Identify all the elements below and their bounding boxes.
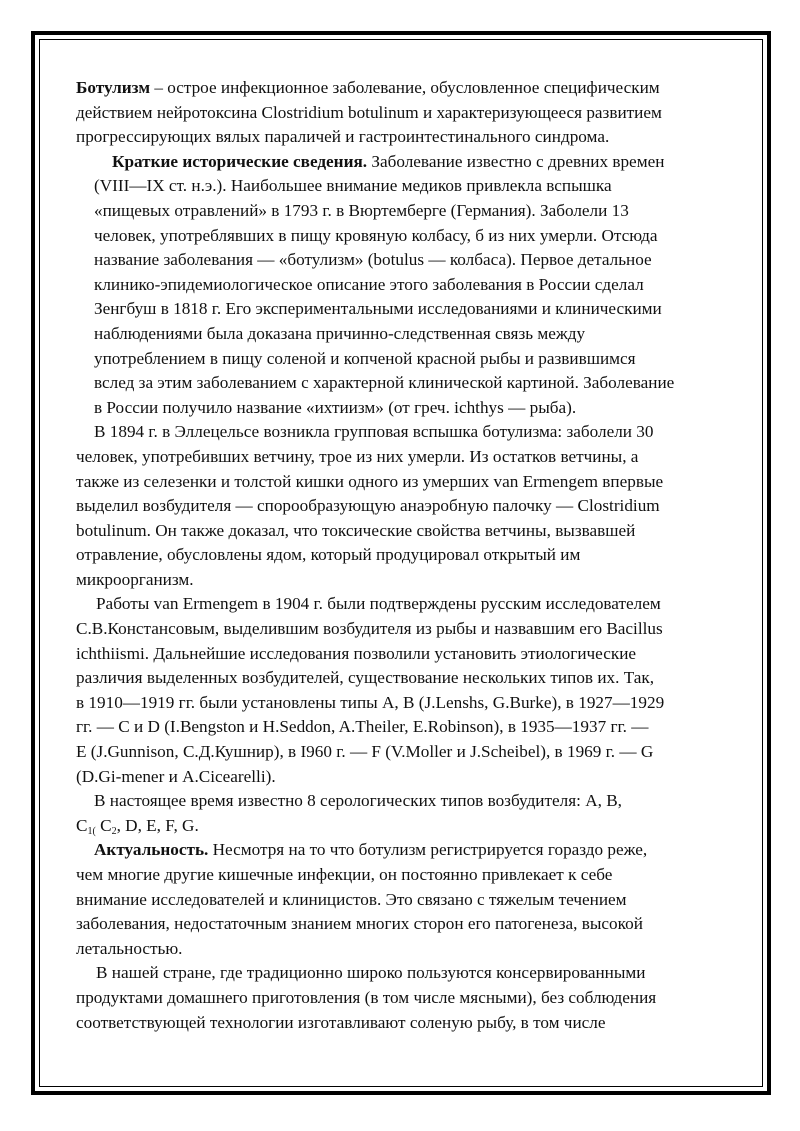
document-body [76,76,736,1035]
paragraph-definition: Ботулизм – острое инфекционное заболевание, обусловленное специфическим действием нейротоксина Clostridium botulinum и характеризующееся развитием прогрессирующих вялых параличей и гастроинтестинального синдрома. [76,78,662,147]
term-botulism: Ботулизм [76,78,151,97]
paragraph-our-country: В нашей стране, где традиционно широко пользуются консервированными продуктами домашнего приготовления (в том числе мясными), без соблюдения соответствующей технологии изготавливают соленую рыбу, в том числе [76,963,657,1032]
paragraph-research-types: Работы van Ermengem в 1904 г. были подтверждены русским исследователем С.В.Констансовым, выделившим возбудителя из рыбы и назвавшим его Bacillus ichthiismi. Дальнейшие исследования позволили установить этиологические различия выделенных возбудителей, существование нескольких типов их. Так, в 1910—1919 гг. были установлены типы A, B (J.Lenshs, G.Burke), в 1927—1929 гг. — С и D (I.Bengston и H.Seddon, A.Theiler, E.Robinson), в 1935—1937 гг. — E (J.Gunnison, С.Д.Кушнир), в I960 г. — F (V.Moller и J.Scheibel), в 1969 г. — G (D.Gi-mener и A.Cicearelli). [76,594,665,786]
paragraph-1894-outbreak: В 1894 г. в Эллецельсе возникла групповая вспышка ботулизма: заболели 30 человек, употребивших ветчину, трое из них умерли. Из остатков ветчины, а также из селезенки и толстой кишки одного из умерших van Ermengem впервые выделил возбудителя — спорообразующую анаэробную палочку — Clostridium botulinum. Он также доказал, что токсические свойства ветчины, вызвавшей отравление, обусловлены ядом, который продуцировал открытый им микроорганизм. [76,422,664,589]
heading-relevance: Актуальность. [94,840,209,860]
heading-history: Краткие исторические сведения. [112,151,368,171]
paragraph-serotypes: В настоящее время известно 8 серологических типов возбудителя: А, В, $C_{1(}$ $C_2$, D, E, F, G. [76,791,622,837]
paragraph-history: Краткие исторические сведения. Заболевание известно с древних времен (VIII—IX ст. н.э.). Наибольшее внимание медиков привлекла вспышка «пищевых отравлений» в 1793 г. в Вюртемберге (Германия). Заболели 13 человек, употреблявших в пищу кровяную колбасу, б из них умерли. Отсюда название заболевания — «ботулизм» (botulus — колбаса). Первое детальное клинико-эпидемиологическое описание этого заболевания в России сделал Зенгбуш в 1818 г. Его экспериментальными исследованиями и клиническими наблюдениями была доказана причинно-следственная связь между употреблением в пищу соленой и копченой красной рыбы и развившимся вслед за этим заболеванием с характерной клинической картиной. Заболевание в России получило название «ихтиизм» (от греч. ichthys — рыба). [94,151,675,417]
paragraph-relevance: Актуальность. Несмотря на то что ботулизм регистрируется гораздо реже, чем многие другие кишечные инфекции, он постоянно привлекает к себе внимание исследователей и клиницистов. Это связано с тяжелым течением заболевания, недостаточным знанием многих сторон его патогенеза, высокой летальностью. [76,840,648,958]
